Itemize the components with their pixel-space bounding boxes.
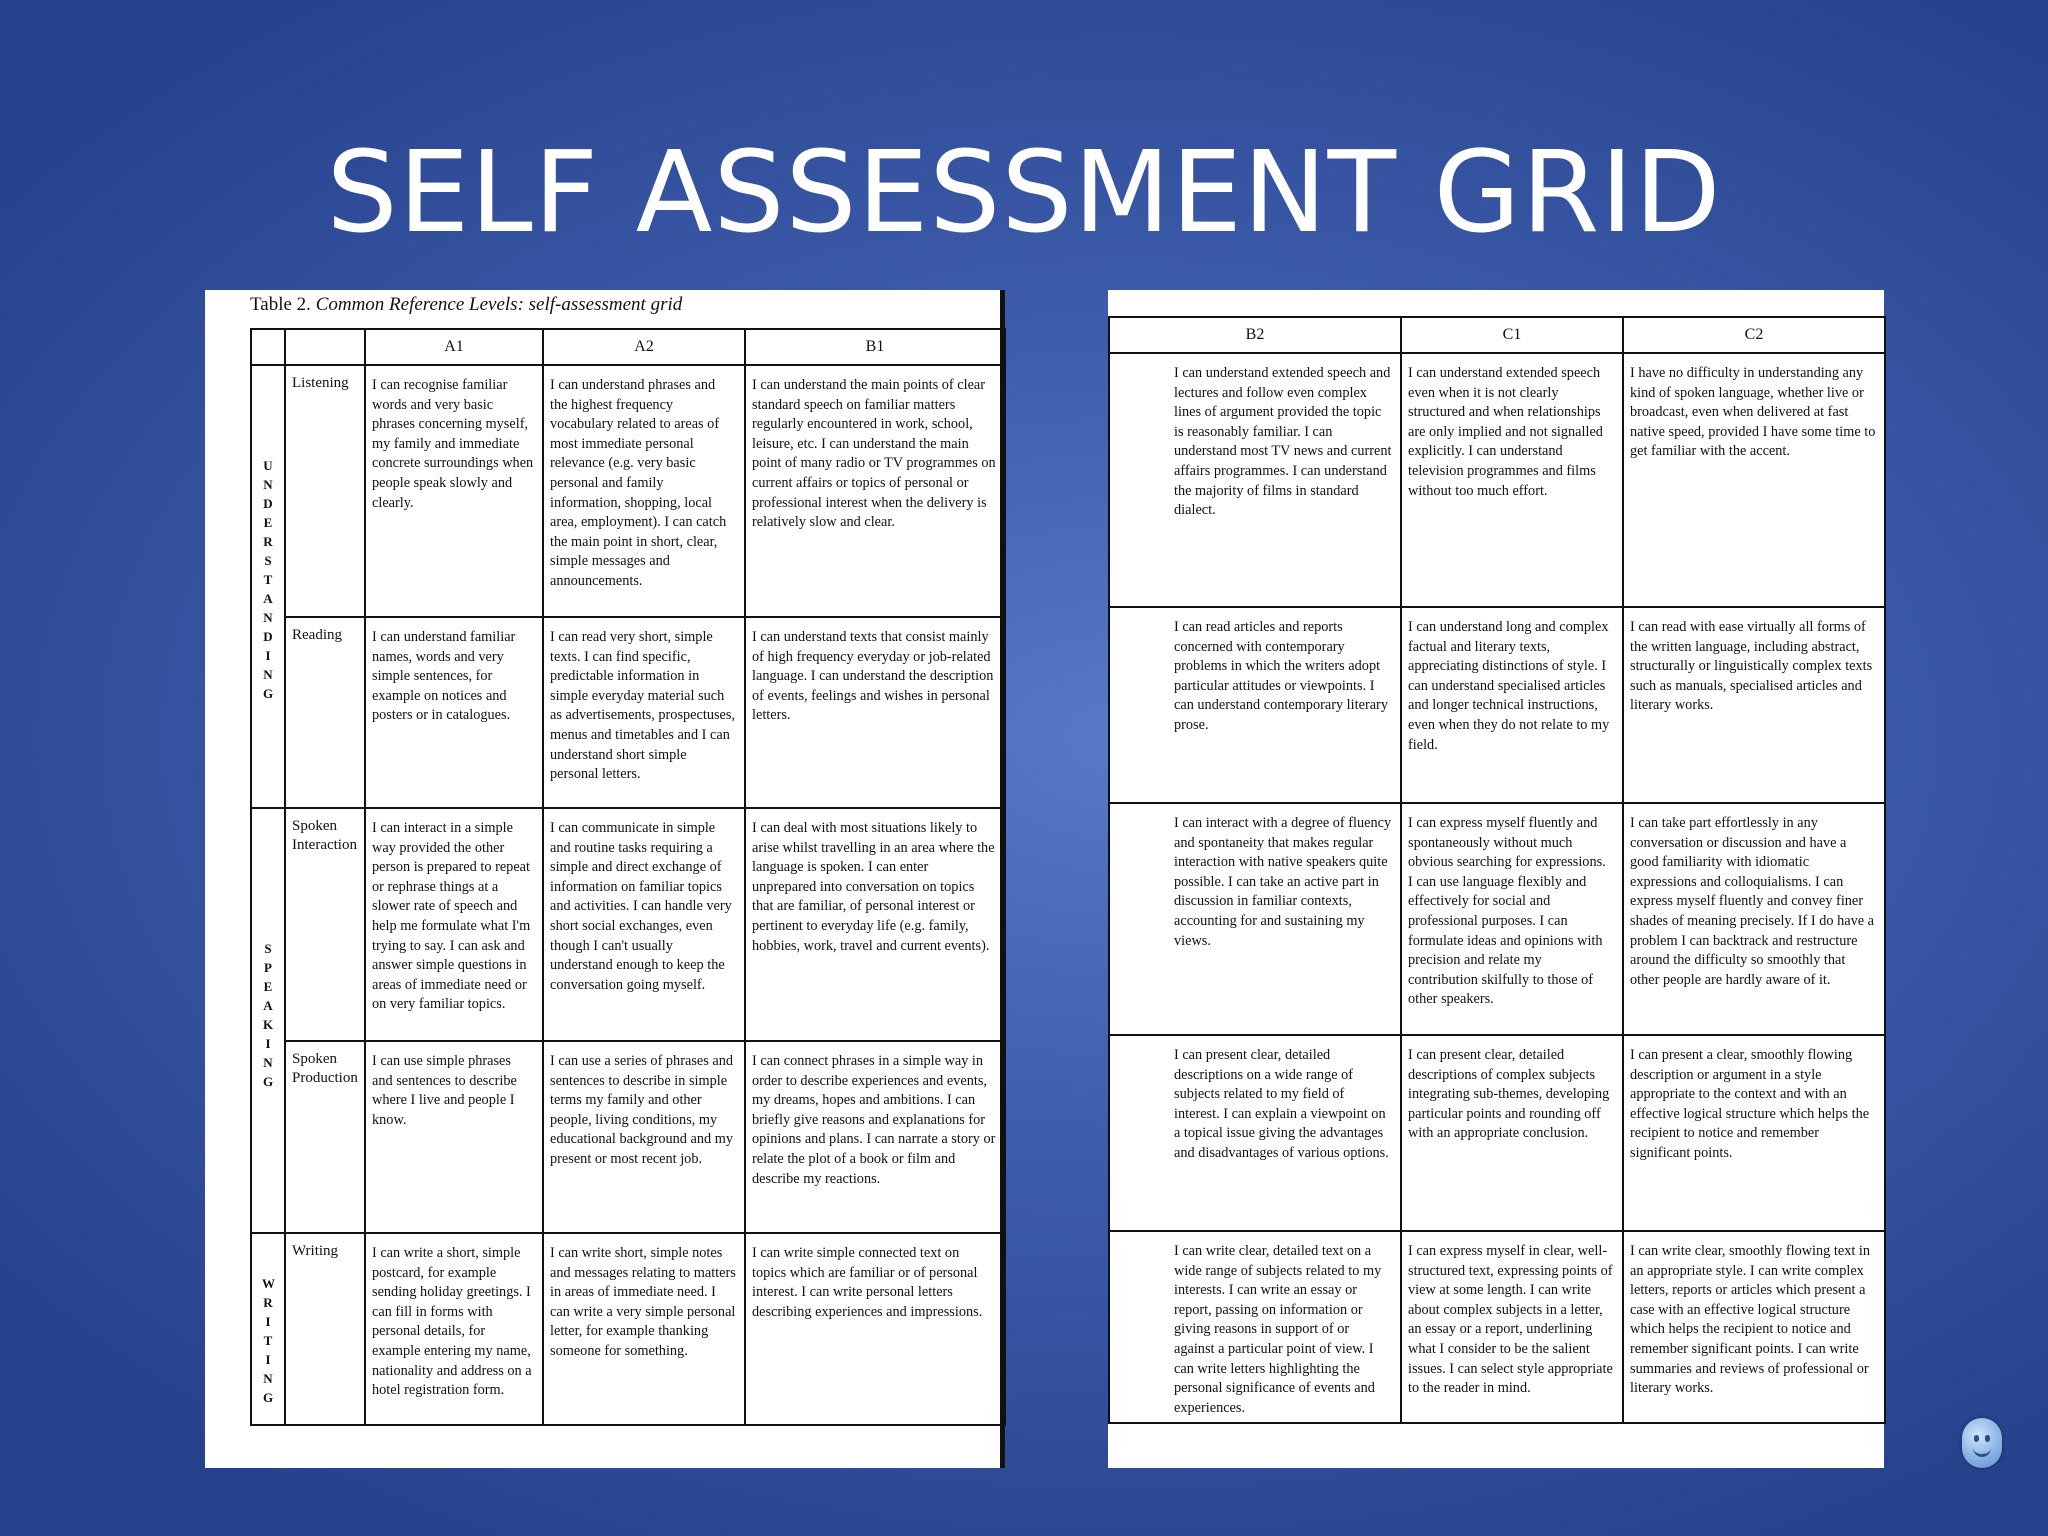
header-row — [251, 329, 1005, 365]
table-cell: I can write simple connected text on topics which are familiar or of personal interest. I can write personal letters describing experiences and impressions. — [745, 1233, 1005, 1425]
table-cell: I can understand phrases and the highest frequency vocabulary related to areas of most immediate personal relevance (e.g. very basic personal and family information, shopping, local area, employment). I can catch the main point in short, clear, simple messages and announcements. — [543, 365, 745, 617]
header-b1: B1 — [745, 329, 1005, 365]
header-empty-skill — [285, 329, 365, 365]
header-c1: C1 — [1401, 317, 1623, 353]
group-speaking: SPEAKING — [251, 808, 285, 1233]
header-a2: A2 — [543, 329, 745, 365]
table-cell: I can read articles and reports concerned with contemporary problems in which the writers adopt particular attitudes or viewpoints. I can understand contemporary literary prose. — [1109, 607, 1401, 803]
table-cell: I can understand the main points of clear standard speech on familiar matters regularly encountered in work, school, leisure, etc. I can understand the main point of many radio or TV programmes on current affairs or topics of personal or professional interest when the delivery is relatively slow and clear. — [745, 365, 1005, 617]
skill-label: Reading — [285, 617, 365, 808]
header-b2: B2 — [1109, 317, 1401, 353]
table-cell: I can present a clear, smoothly flowing description or argument in a style appropriate to the context and with an effective logical structure which helps the recipient to notice and remember significant points. — [1623, 1035, 1885, 1231]
table-cell: I can understand familiar names, words and very simple sentences, for example on notices and posters or in catalogues. — [365, 617, 543, 808]
table-row — [1109, 607, 1885, 803]
header-empty-group — [251, 329, 285, 365]
table-cell: I can express myself fluently and spontaneously without much obvious searching for expressions. I can use language flexibly and effectively for social and professional purposes. I can formulate ideas and opinions with precision and relate my contribution skilfully to those of other speakers. — [1401, 803, 1623, 1035]
table-cell: I can communicate in simple and routine tasks requiring a simple and direct exchange of information on familiar topics and activities. I can handle very short social exchanges, even though I can't usually understand enough to keep the conversation going myself. — [543, 808, 745, 1041]
table-cell: I can write clear, smoothly flowing text in an appropriate style. I can write complex letters, reports or articles which present a case with an effective logical structure which helps the recipient to notice and remember significant points. I can write summaries and reviews of professional or literary works. — [1623, 1231, 1885, 1423]
table-cell: I can read with ease virtually all forms of the written language, including abstract, structurally or linguistically complex texts such as manuals, specialised articles and literary works. — [1623, 607, 1885, 803]
table-cell: I can write a short, simple postcard, for example sending holiday greetings. I can fill in forms with personal details, for example entering my name, nationality and address on a hotel registration form. — [365, 1233, 543, 1425]
table-cell: I have no difficulty in understanding any kind of spoken language, whether live or broadcast, even when delivered at fast native speed, provided I have some time to get familiar with the accent. — [1623, 353, 1885, 607]
left-assessment-table — [250, 328, 1006, 1426]
table-cell: I can interact in a simple way provided the other person is prepared to repeat or rephrase things at a slower rate of speech and help me formulate what I'm trying to say. I can ask and answer simple questions in areas of immediate need or on very familiar topics. — [365, 808, 543, 1041]
table-cell: I can connect phrases in a simple way in order to describe experiences and events, my dreams, hopes and ambitions. I can briefly give reasons and explanations for opinions and plans. I can narrate a story or relate the plot of a book or film and describe my reactions. — [745, 1041, 1005, 1233]
table-row — [1109, 353, 1885, 607]
table-row — [251, 1233, 1005, 1425]
table-row — [1109, 803, 1885, 1035]
left-table-image — [205, 290, 1005, 1468]
table-cell: I can write short, simple notes and messages relating to matters in areas of immediate need. I can write a very simple personal letter, for example thanking someone for something. — [543, 1233, 745, 1425]
table-cell: I can understand long and complex factual and literary texts, appreciating distinctions of style. I can understand specialised articles and longer technical instructions, even when they do not relate to my field. — [1401, 607, 1623, 803]
assistant-mouth — [1973, 1446, 1991, 1457]
skill-label: Spoken Production — [285, 1041, 365, 1233]
skill-label: Spoken Interaction — [285, 808, 365, 1041]
assistant-eye — [1985, 1435, 1990, 1442]
slide-title: SELF ASSESSMENT GRID — [326, 128, 1722, 258]
table-cell: I can interact with a degree of fluency and spontaneity that makes regular interaction with native speakers quite possible. I can take an active part in discussion in familiar contexts, accounting for and sustaining my views. — [1109, 803, 1401, 1035]
table-caption — [250, 294, 682, 316]
table-row — [1109, 1231, 1885, 1423]
table-cell: I can understand extended speech even when it is not clearly structured and when relationships are only implied and not signalled explicitly. I can understand television programmes and films without too much effort. — [1401, 353, 1623, 607]
table-cell: I can present clear, detailed descriptions of complex subjects integrating sub-themes, developing particular points and rounding off with an appropriate conclusion. — [1401, 1035, 1623, 1231]
group-writing: WRITING — [251, 1233, 285, 1425]
header-c2: C2 — [1623, 317, 1885, 353]
table-cell: I can use a series of phrases and sentences to describe in simple terms my family and other people, living conditions, my educational background and my present or most recent job. — [543, 1041, 745, 1233]
table-row — [251, 617, 1005, 808]
table-row — [1109, 1035, 1885, 1231]
table-cell: I can deal with most situations likely to arise whilst travelling in an area where the language is spoken. I can enter unprepared into conversation on topics that are familiar, of personal interest or pertinent to everyday life (e.g. family, hobbies, work, travel and current events). — [745, 808, 1005, 1041]
right-assessment-table — [1108, 316, 1886, 1424]
header-a1: A1 — [365, 329, 543, 365]
table-cell: I can read very short, simple texts. I can find specific, predictable information in simple everyday material such as advertisements, prospectuses, menus and timetables and I can understand short simple personal letters. — [543, 617, 745, 808]
table-cell: I can take part effortlessly in any conversation or discussion and have a good familiarity with idiomatic expressions and colloquialisms. I can express myself fluently and convey finer shades of meaning precisely. If I do have a problem I can backtrack and restructure around the difficulty so smoothly that other people are hardly aware of it. — [1623, 803, 1885, 1035]
table-row — [251, 365, 1005, 617]
table-cell: I can present clear, detailed descriptions on a wide range of subjects related to my field of interest. I can explain a viewpoint on a topical issue giving the advantages and disadvantages of various options. — [1109, 1035, 1401, 1231]
header-row — [1109, 317, 1885, 353]
table-cell: I can write clear, detailed text on a wide range of subjects related to my interests. I can write an essay or report, passing on information or giving reasons in support of or against a particular point of view. I can write letters highlighting the personal significance of events and experiences. — [1109, 1231, 1401, 1423]
right-table-image — [1108, 290, 1884, 1468]
table-cell: I can recognise familiar words and very basic phrases concerning myself, my family and immediate concrete surroundings when people speak slowly and clearly. — [365, 365, 543, 617]
table-row — [251, 1041, 1005, 1233]
skill-label: Writing — [285, 1233, 365, 1425]
skill-label: Listening — [285, 365, 365, 617]
table-cell: I can express myself in clear, well-structured text, expressing points of view at some length. I can write about complex subjects in a letter, an essay or a report, underlining what I consider to be the salient issues. I can select style appropriate to the reader in mind. — [1401, 1231, 1623, 1423]
smiley-assistant-icon[interactable] — [1962, 1418, 2002, 1468]
caption-italic: Common Reference Levels: self-assessment grid — [315, 294, 683, 315]
table-cell: I can understand extended speech and lectures and follow even complex lines of argument provided the topic is reasonably familiar. I can understand most TV news and current affairs programmes. I can understand the majority of films in standard dialect. — [1109, 353, 1401, 607]
table-cell: I can use simple phrases and sentences to describe where I live and people I know. — [365, 1041, 543, 1233]
assistant-eye — [1974, 1435, 1979, 1442]
table-cell: I can understand texts that consist mainly of high frequency everyday or job-related language. I can understand the description of events, feelings and wishes in personal letters. — [745, 617, 1005, 808]
group-understanding: UNDERSTANDING — [251, 365, 285, 808]
table-row — [251, 808, 1005, 1041]
caption-prefix: Table 2. — [250, 294, 311, 315]
